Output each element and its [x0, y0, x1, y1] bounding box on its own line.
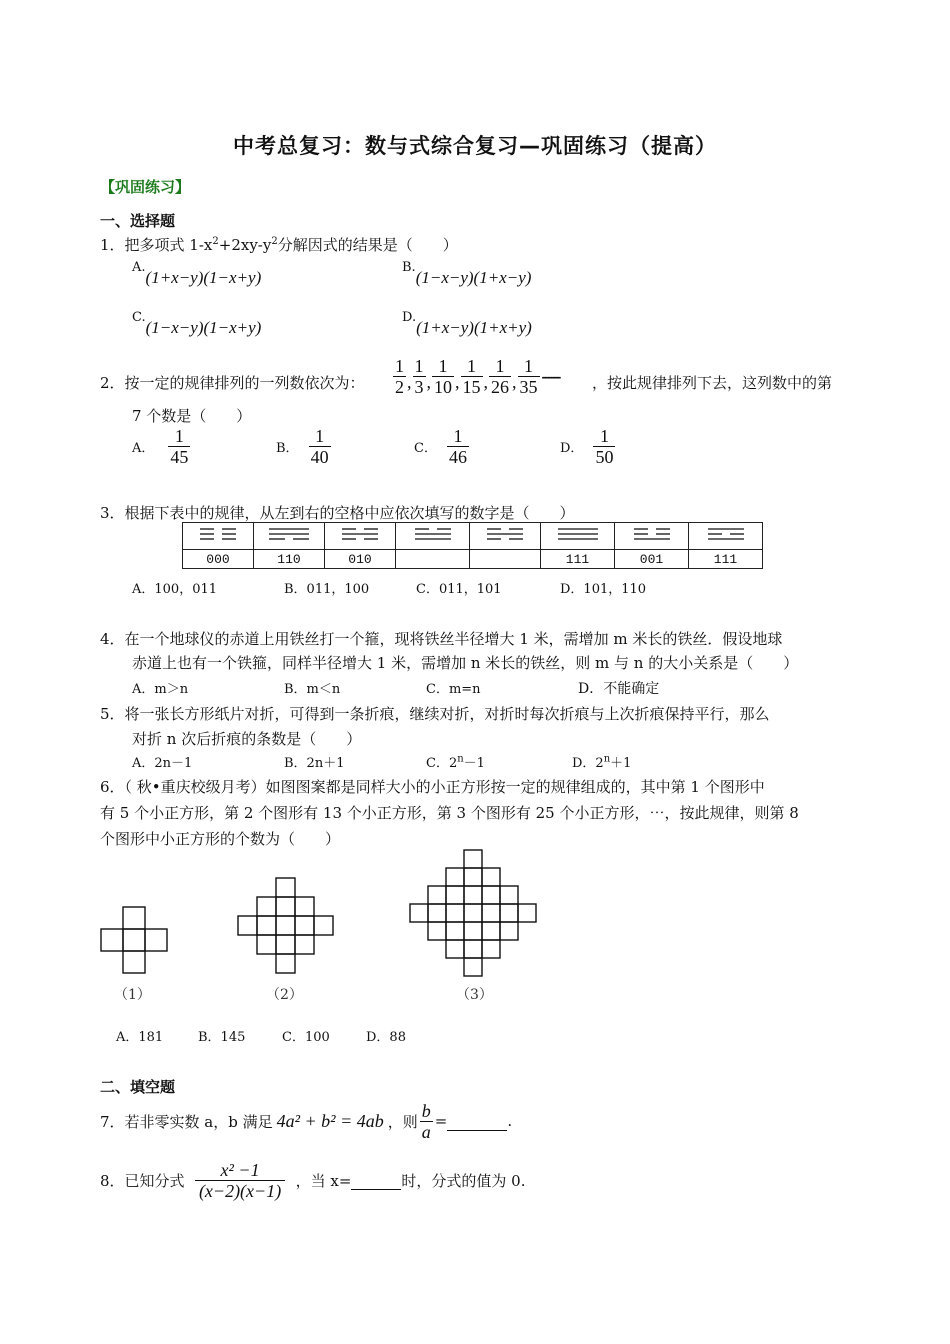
- q3-option-c[interactable]: C．011，101: [416, 582, 502, 597]
- pattern-figure-3: [410, 850, 536, 976]
- trigram-icon: [330, 523, 390, 545]
- trigram-cell: [541, 523, 615, 550]
- figure-label-1: （1）: [114, 987, 151, 1003]
- pattern-figure-2: [238, 878, 333, 973]
- trigram-icon: [622, 523, 682, 545]
- sequence-fraction: $\frac{1}{10}$: [434, 356, 452, 397]
- q1-option-b[interactable]: B.(1−x−y)(1+x−y): [402, 260, 532, 287]
- sequence-fraction: $\frac{1}{15}$: [462, 356, 481, 397]
- q6-option-a[interactable]: A．181: [116, 1030, 164, 1045]
- q6-line3: 个图形中小正方形的个数为（ ）: [100, 830, 341, 848]
- section-heading-fill: 二、填空题: [100, 1078, 176, 1096]
- q3-option-d[interactable]: D．101，110: [560, 582, 647, 597]
- q2-option-b[interactable]: B． $\frac{1}{40}$: [276, 426, 329, 467]
- q5-line2: 对折 n 次后折痕的条数是（ ）: [132, 730, 362, 748]
- q5-option-b[interactable]: B．2n＋1: [284, 756, 345, 771]
- exponent: 2: [271, 236, 278, 247]
- q2-option-d[interactable]: D． $\frac{1}{50}$: [560, 426, 614, 467]
- trigram-icon: [403, 523, 463, 545]
- trigram-cell: [689, 523, 763, 550]
- q5-line1: 5．将一张长方形纸片对折，可得到一条折痕，继续对折，对折时每次折痕与上次折痕保持平行，那么: [100, 705, 770, 723]
- q2-option-c[interactable]: C． $\frac{1}{46}$: [414, 426, 467, 467]
- code-cell: 000: [183, 550, 254, 569]
- trigram-icon: [696, 523, 756, 545]
- q1-option-a[interactable]: A.(1+x−y)(1−x+y): [132, 260, 262, 287]
- code-cell: 111: [541, 550, 615, 569]
- q2-sequence: $\frac{1}{2}$ , $\frac{1}{3}$ , $\frac{1}{10}$ , $\frac{1}{15}$ , $\frac{1}{26}$ , $\frac{1}{35}$ ------: [395, 356, 560, 397]
- ellipsis: ------: [541, 369, 560, 384]
- trigram-table: [182, 522, 763, 569]
- pattern-figure-1: [101, 907, 167, 973]
- q3-stem: 3．根据下表中的规律，从左到右的空格中应依次填写的数字是（ ）: [100, 504, 575, 522]
- trigram-cell: [254, 523, 325, 550]
- exponent: 2: [212, 236, 219, 247]
- code-cell: 111: [689, 550, 763, 569]
- trigram-cell: [325, 523, 396, 550]
- q1-option-d[interactable]: D.(1+x−y)(1+x+y): [402, 310, 532, 337]
- q2-stem-line2: 7 个数是（ ）: [132, 407, 252, 425]
- q4-line2: 赤道上也有一个铁箍，同样半径增大 1 米，需增加 n 米长的铁丝，则 m 与 n 的大小关系是（ ）: [132, 654, 799, 672]
- q2-stem-suffix: ，按此规律排列下去，这列数中的第: [592, 374, 833, 392]
- sequence-fraction: $\frac{1}{3}$: [414, 356, 424, 397]
- q4-option-b[interactable]: B．m＜n: [284, 682, 341, 697]
- q7-stem: 7．若非零实数 a，b 满足 4a² + b² = 4ab ，则 $\frac{b}{a}$ = .: [100, 1100, 513, 1142]
- code-cell: 001: [615, 550, 689, 569]
- q3-option-a[interactable]: A．100，011: [132, 582, 218, 597]
- trigram-cell: [396, 523, 470, 550]
- q2-option-a[interactable]: A． $\frac{1}{45}$: [132, 426, 189, 467]
- q8-stem: 8．已知分式 $\frac{\text{x² −1}}{(x-2)(x-1)}$ ，当 x= 时，分式的值为 0.: [100, 1159, 526, 1201]
- trigram-cell: [615, 523, 689, 550]
- square-pattern-figures: [90, 845, 560, 1005]
- q2-stem-prefix: 2．按一定的规律排列的一列数依次为：: [100, 374, 365, 392]
- q4-option-d[interactable]: D．不能确定: [578, 681, 660, 697]
- trigram-icon: [475, 523, 535, 545]
- q6-line2: 有 5 个小正方形，第 2 个图形有 13 个小正方形，第 3 个图形有 25 个小正方形，⋯，按此规律，则第 8: [100, 804, 799, 822]
- q6-option-b[interactable]: B．145: [198, 1030, 246, 1045]
- answer-blank[interactable]: [351, 1171, 401, 1190]
- q3-option-b[interactable]: B．011，100: [284, 582, 370, 597]
- sequence-fraction: $\frac{1}{35}$: [519, 356, 538, 397]
- trigram-cell: [470, 523, 541, 550]
- q4-option-c[interactable]: C．m=n: [426, 682, 481, 697]
- figure-label-2: （2）: [266, 987, 303, 1003]
- section-tag: 【巩固练习】: [100, 178, 191, 196]
- code-cell-blank: [396, 550, 470, 569]
- answer-blank[interactable]: [447, 1112, 507, 1131]
- trigram-icon: [188, 523, 248, 545]
- q6-option-d[interactable]: D．88: [366, 1030, 406, 1045]
- trigram-icon: [548, 523, 608, 545]
- sequence-fraction: $\frac{1}{26}$: [491, 356, 509, 397]
- q1-option-c[interactable]: C.(1−x−y)(1−x+y): [132, 310, 262, 337]
- sequence-fraction: $\frac{1}{2}$: [395, 356, 404, 397]
- q1-stem: 1．把多项式 $1-x^2+2xy-y^2$分解因式的结果是（ ）: [100, 236, 458, 254]
- q5-option-c[interactable]: C．$2^n-1$: [426, 753, 485, 771]
- figure-label-3: （3）: [456, 987, 493, 1003]
- section-heading-choice: 一、选择题: [100, 212, 176, 230]
- q6-option-c[interactable]: C．100: [282, 1030, 330, 1045]
- q4-line1: 4．在一个地球仪的赤道上用铁丝打一个箍，现将铁丝半径增大 1 米，需增加 m 米长的铁丝．假设地球: [100, 630, 783, 648]
- code-cell: 010: [325, 550, 396, 569]
- trigram-cell: [183, 523, 254, 550]
- q6-line1: 6．（ 秋•重庆校级月考）如图图案都是同样大小的小正方形按一定的规律组成的，其中第 1 个图形中: [100, 778, 765, 796]
- page-title: 中考总复习：数与式综合复习—巩固练习（提高）: [233, 134, 717, 158]
- code-cell: 110: [254, 550, 325, 569]
- q4-option-a[interactable]: A．m＞n: [132, 682, 189, 697]
- code-cell-blank: [470, 550, 541, 569]
- q5-option-d[interactable]: D．$2^n+1$: [572, 753, 632, 771]
- trigram-icon: [259, 523, 319, 545]
- q5-option-a[interactable]: A．2n－1: [132, 756, 193, 771]
